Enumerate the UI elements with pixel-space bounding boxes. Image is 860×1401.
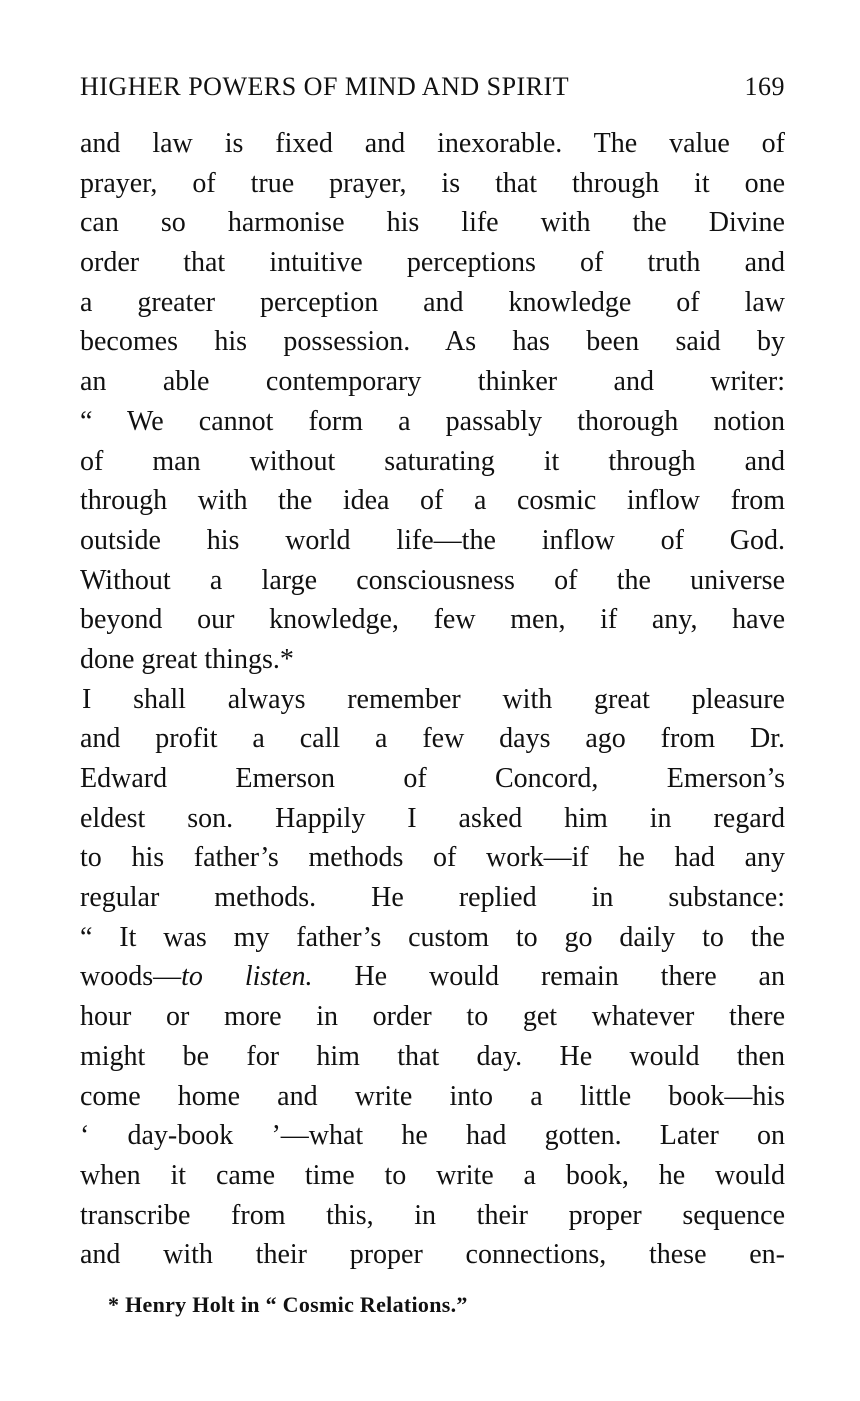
page-number: 169 [744,72,785,101]
text-line: an able contemporary thinker and writer: [80,366,785,398]
text-line: I shall always remember with great pleasure [82,683,785,715]
running-header [80,72,785,108]
emphasis-text: to listen. [181,961,313,993]
text-line-mixed [80,957,785,997]
text-line: when it came time to write a book, he would [80,1159,785,1191]
text-line: might be for him that day. He would then [80,1040,785,1072]
paragraph-1 [80,124,785,680]
text-line: and with their proper connections, these en- [80,1239,785,1271]
text-line: to his father’s methods of work—if he had any [80,842,785,874]
text-line: order that intuitive perceptions of truth and [80,247,785,279]
text-line: Edward Emerson of Concord, Emerson’s [80,763,785,794]
body-text [80,124,785,1275]
text-line: of man without saturating it through and [80,445,785,477]
text-line: beyond our knowledge, few men, if any, have [80,604,785,636]
text-line: transcribe from this, in their proper sequence [80,1199,785,1231]
text-line: prayer, of true prayer, is that through it one [80,167,785,199]
text-line: outside his world life—the inflow of God. [80,524,785,556]
paragraph-2 [80,680,785,1275]
text-line: and law is fixed and inexorable. The value of [80,128,785,159]
running-title: HIGHER POWERS OF MIND AND SPIRIT [80,72,570,101]
text-line: come home and write into a little book—his [80,1080,785,1112]
text-line: done great things.* [80,643,294,675]
text-segment: woods— [80,961,182,993]
text-line: “ We cannot form a passably thorough notion [80,405,785,437]
text-line: through with the idea of a cosmic inflow from [80,485,785,517]
text-line: eldest son. Happily I asked him in regard [80,802,785,834]
text-line: Without a large consciousness of the universe [80,564,785,596]
footnote: * Henry Holt in “ Cosmic Relations.” [108,1292,468,1317]
text-line: becomes his possession. As has been said by [80,326,785,358]
text-line: ‘ day-book ’—what he had gotten. Later on [80,1120,785,1152]
text-line: hour or more in order to get whatever there [80,1001,785,1033]
text-line: can so harmonise his life with the Divine [80,207,785,239]
text-line: a greater perception and knowledge of law [80,286,785,318]
text-line: and profit a call a few days ago from Dr. [80,723,785,755]
text-line: “ It was my father’s custom to go daily to the [80,921,785,953]
text-segment: He would remain there an [312,961,785,993]
text-line: regular methods. He replied in substance: [80,882,785,914]
